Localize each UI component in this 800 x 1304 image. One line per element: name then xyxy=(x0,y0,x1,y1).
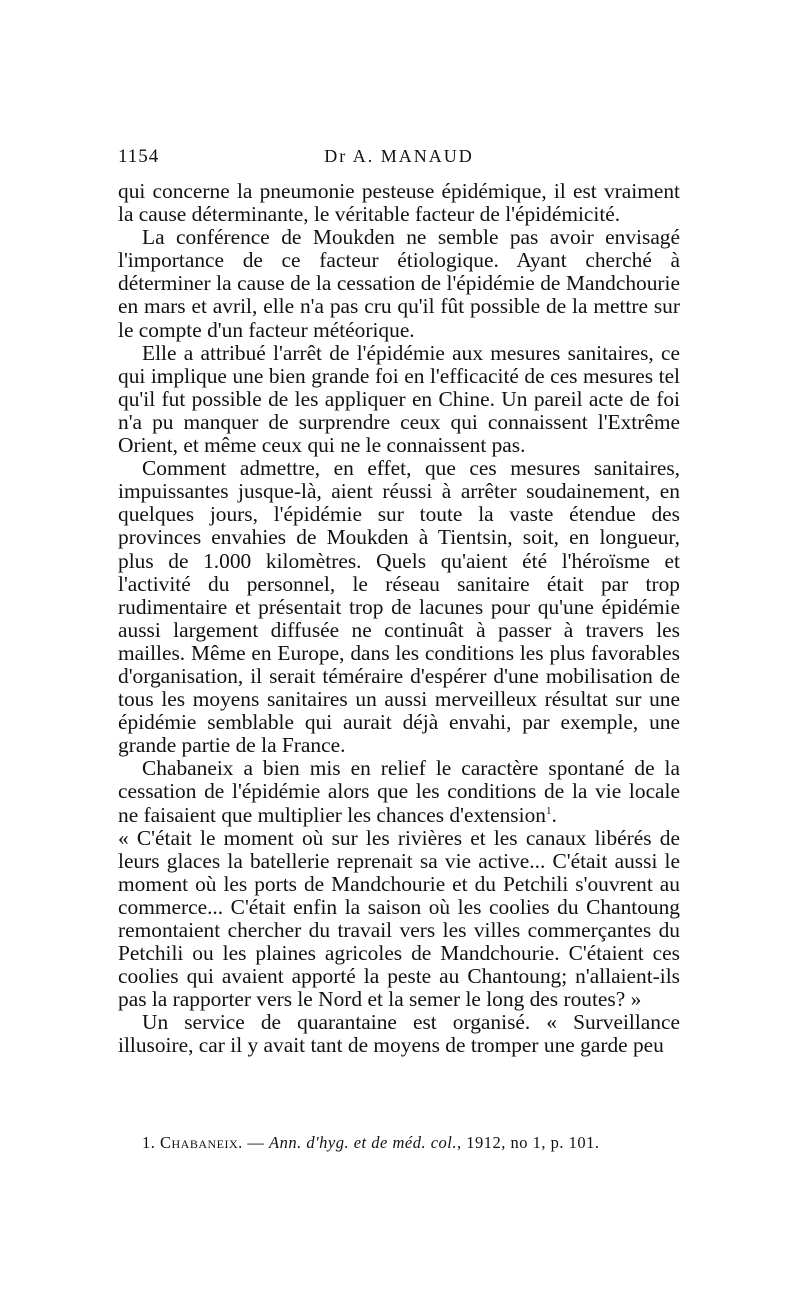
paragraph-2: La conférence de Moukden ne semble pas avoir envisagé l'importance de ce facteur étiologique. Ayant cherché à déterminer la cause de la cessation de l'épidémie de Mandchourie en mars et avril, elle n'a pas cru qu'il fût possible de la mettre sur le compte d'un facteur météorique. xyxy=(118,225,680,342)
paragraph-1: qui concerne la pneumonie pesteuse épidémique, il est vraiment la cause déterminante, le véritable facteur de l'épidémicité. xyxy=(118,179,680,227)
footnote xyxy=(142,1133,682,1153)
paragraph-5-text: Chabaneix a bien mis en relief le caractère spontané de la cessation de l'épidémie alors que les conditions de la vie locale ne faisaient que multiplier les chances d'extension xyxy=(118,756,680,827)
paragraph-4: Comment admettre, en effet, que ces mesures sanitaires, impuissantes jusque-là, aient réussi à arrêter soudainement, en quelques jours, l'épidémie sur toute la vaste étendue des provinces envahies de Moukden à Tientsin, soit, en longueur, plus de 1.000 kilomètres. Quels qu'aient été l'héroïsme et l'activité du personnel, le réseau sanitaire était par trop rudimentaire et présentait trop de lacunes pour qu'une épidémie aussi largement diffusée ne continuât à passer à travers les mailles. Même en Europe, dans les conditions les plus favorables d'organisation, il serait téméraire d'espérer d'une mobilisation de tous les moyens sanitaires un aussi merveilleux résultat sur une épidémie semblable qui aurait déjà envahi, par exemple, une grande partie de la France. xyxy=(118,456,680,758)
footnote-number: 1. xyxy=(142,1133,156,1152)
quotation-paragraph: « C'était le moment où sur les rivières et les canaux libérés de leurs glaces la batellerie reprenait sa vie active... C'était aussi le moment où les ports de Mandchourie et du Petchili s'ouvrent au commerce... C'était enfin la saison où les coolies du Chantoung remontaient chercher du travail vers les villes commerçantes du Petchili ou les plaines agricoles de Mandchourie. C'étaient ces coolies qui avaient apporté la peste au Chantoung; n'allaient-ils pas la rapporter vers le Nord et la semer le long des routes? » xyxy=(118,825,680,1012)
footnote-author: Chabaneix. xyxy=(160,1133,243,1152)
page-body xyxy=(118,180,680,1058)
footnote-details: , 1912, no 1, p. 101. xyxy=(456,1133,600,1152)
paragraph-7: Un service de quarantaine est organisé. « Surveillance illusoire, car il y avait tant de moyens de tromper une garde peu xyxy=(118,1010,680,1058)
footnote-journal: Ann. d'hyg. et de méd. col. xyxy=(269,1133,457,1152)
page-header xyxy=(118,146,680,172)
footnote-reference: 1 xyxy=(545,804,552,817)
paragraph-3: Elle a attribué l'arrêt de l'épidémie aux mesures sanitaires, ce qui implique une bien grande foi en l'efficacité de ces mesures tel qu'il fut possible de les appliquer en Chine. Un pareil acte de foi n'a pu manquer de surprendre ceux qui connaissent l'Extrême Orient, et même ceux qui ne le connaissent pas. xyxy=(118,340,680,458)
paragraph-5: Chabaneix a bien mis en relief le caractère spontané de la cessation de l'épidémie alors que les conditions de la vie locale ne faisaient que multiplier les chances d'extension$^1$. xyxy=(118,756,680,827)
page-number: 1154 xyxy=(118,146,160,167)
running-title: Dr A. MANAUD xyxy=(324,146,474,166)
footnote-dash: — xyxy=(247,1133,265,1152)
